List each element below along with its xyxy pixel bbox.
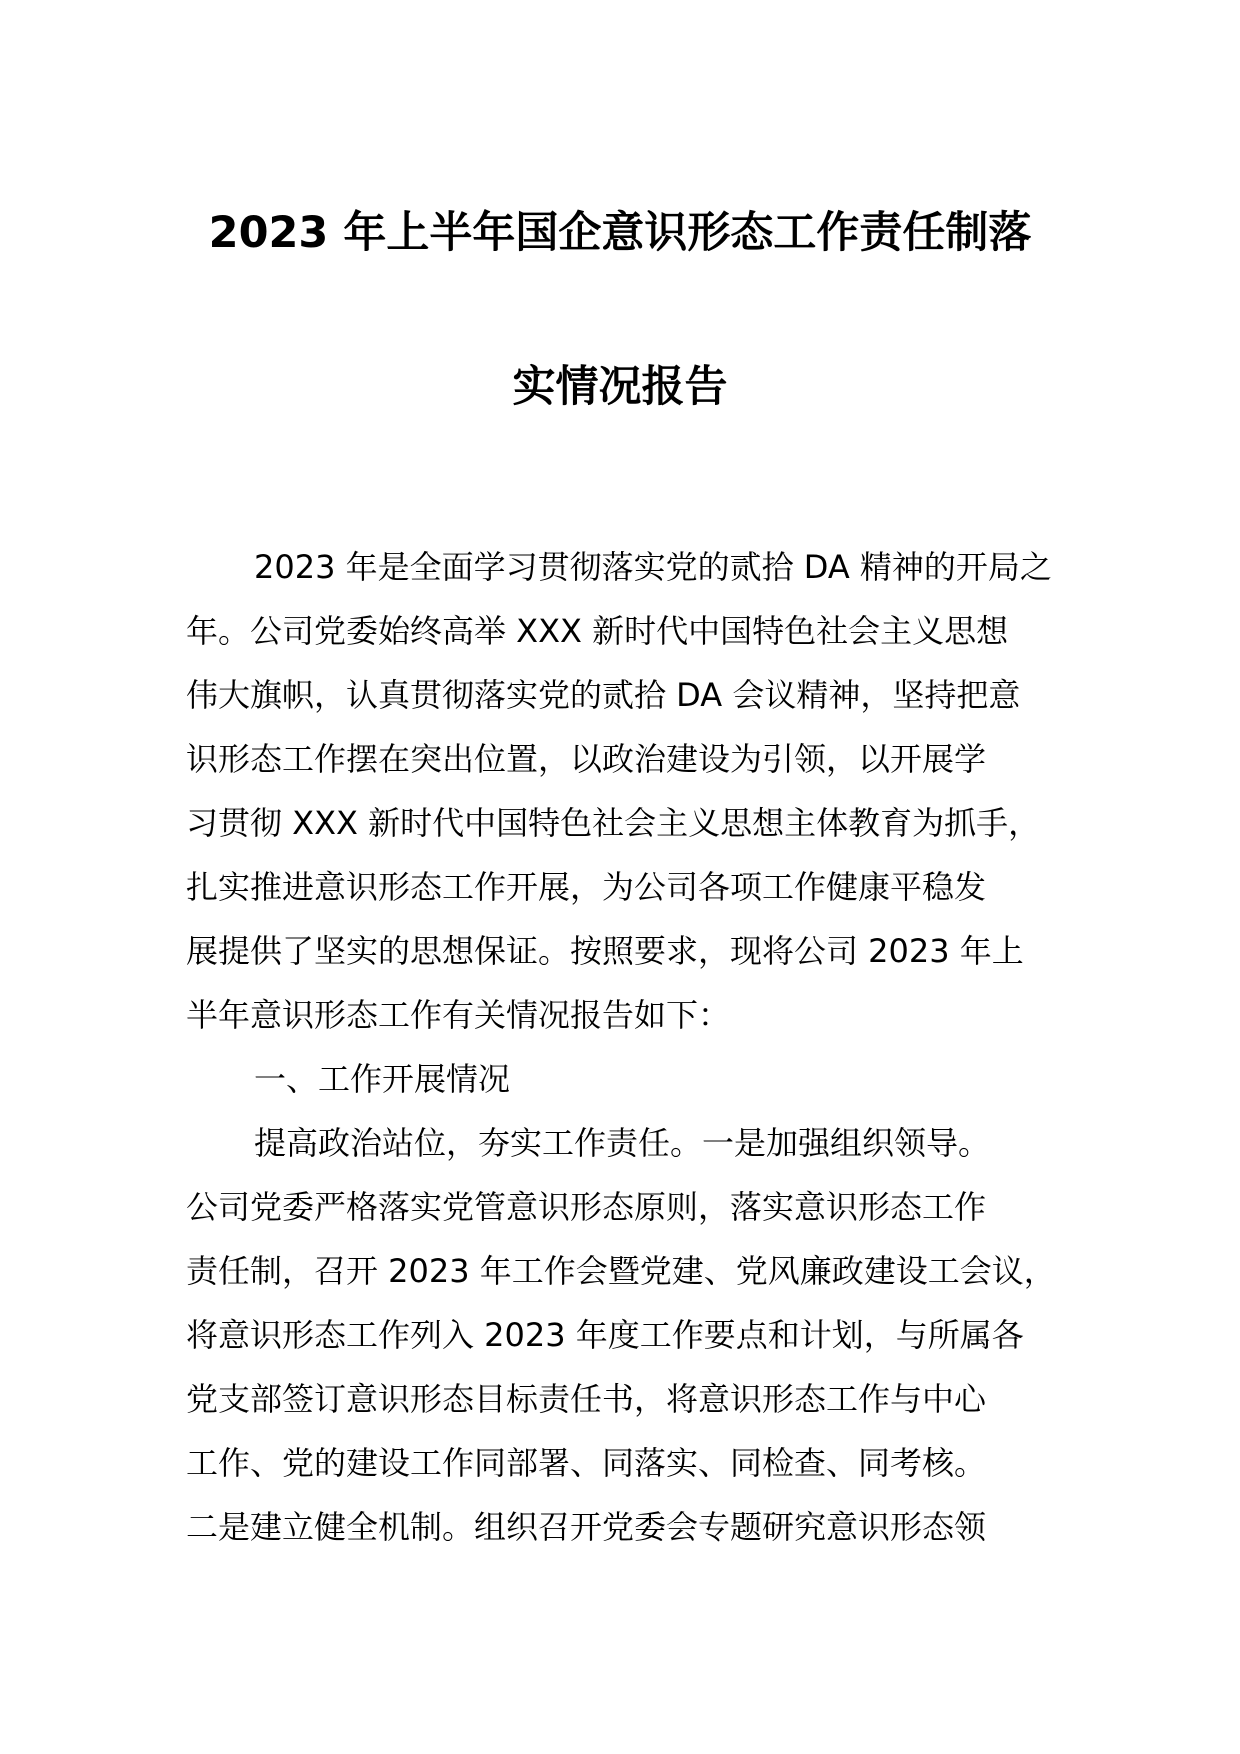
paragraph-2-line: 责任制，召开 2023 年工作会暨党建、党风廉政建设工会议，: [186, 1252, 1056, 1290]
document-title-line-2: 实情况报告: [512, 362, 728, 412]
paragraph-1-line: 2023 年是全面学习贯彻落实党的贰拾 DA 精神的开局之: [254, 548, 1052, 586]
paragraph-1-line: 展提供了坚实的思想保证。按照要求，现将公司 2023 年上: [186, 932, 1024, 970]
paragraph-2-line: 提高政治站位，夯实工作责任。一是加强组织领导。: [254, 1124, 991, 1162]
document-title-line-1: 2023 年上半年国企意识形态工作责任制落: [208, 208, 1032, 258]
paragraph-1-line: 习贯彻 XXX 新时代中国特色社会主义思想主体教育为抓手，: [186, 804, 1041, 842]
paragraph-2-line: 二是建立健全机制。组织召开党委会专题研究意识形态领: [186, 1508, 987, 1546]
paragraph-1-line: 年。公司党委始终高举 XXX 新时代中国特色社会主义思想: [186, 612, 1009, 650]
paragraph-1-line: 半年意识形态工作有关情况报告如下：: [186, 996, 731, 1034]
paragraph-1-line: 伟大旗帜，认真贯彻落实党的贰拾 DA 会议精神，坚持把意: [186, 676, 1021, 714]
paragraph-2-line: 工作、党的建设工作同部署、同落实、同检查、同考核。: [186, 1444, 987, 1482]
paragraph-1-line: 扎实推进意识形态工作开展，为公司各项工作健康平稳发: [186, 868, 987, 906]
section-heading: 一、工作开展情况: [254, 1060, 511, 1098]
paragraph-1-line: 识形态工作摆在突出位置，以政治建设为引领，以开展学: [186, 740, 987, 778]
paragraph-2-line: 公司党委严格落实党管意识形态原则，落实意识形态工作: [186, 1188, 987, 1226]
document-body: [186, 535, 1086, 1559]
paragraph-2-line: 将意识形态工作列入 2023 年度工作要点和计划，与所属各: [186, 1316, 1024, 1354]
paragraph-2-line: 党支部签订意识形态目标责任书，将意识形态工作与中心: [186, 1380, 987, 1418]
